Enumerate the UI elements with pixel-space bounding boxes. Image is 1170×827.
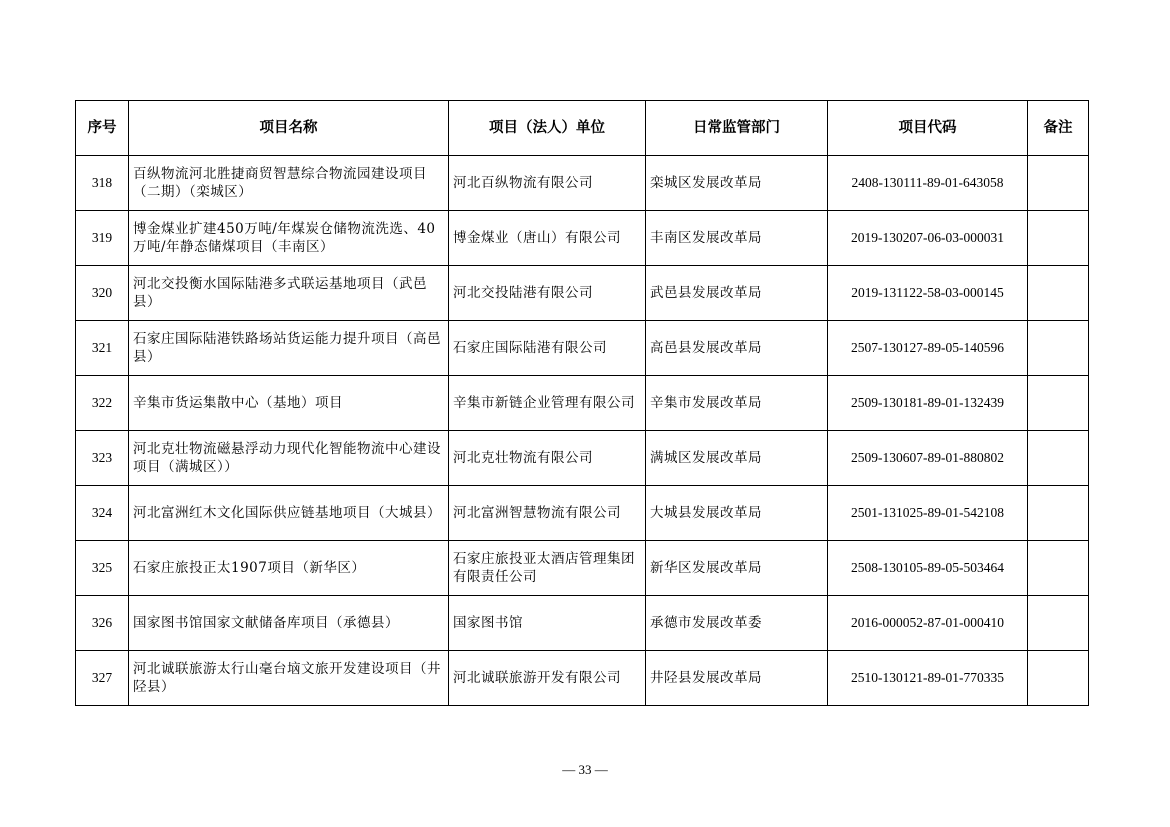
table-row — [76, 431, 1089, 486]
cell-legal-unit: 辛集市新链企业管理有限公司 — [449, 376, 646, 431]
cell-project-name: 河北克壮物流磁悬浮动力现代化智能物流中心建设项目（满城区）） — [129, 431, 449, 486]
table-row — [76, 376, 1089, 431]
cell-legal-unit: 河北百纵物流有限公司 — [449, 156, 646, 211]
cell-supervising-dept: 满城区发展改革局 — [646, 431, 828, 486]
cell-supervising-dept: 新华区发展改革局 — [646, 541, 828, 596]
header-project-name: 项目名称 — [129, 101, 449, 156]
cell-project-name: 辛集市货运集散中心（基地）项目 — [129, 376, 449, 431]
cell-project-code: 2509-130181-89-01-132439 — [828, 376, 1028, 431]
table-row — [76, 596, 1089, 651]
cell-remarks — [1028, 321, 1089, 376]
cell-remarks — [1028, 596, 1089, 651]
cell-serial: 321 — [76, 321, 129, 376]
cell-project-code: 2510-130121-89-01-770335 — [828, 651, 1028, 706]
header-supervising-dept: 日常监管部门 — [646, 101, 828, 156]
cell-legal-unit: 石家庄旅投亚太酒店管理集团有限责任公司 — [449, 541, 646, 596]
cell-project-code: 2019-130207-06-03-000031 — [828, 211, 1028, 266]
cell-supervising-dept: 承德市发展改革委 — [646, 596, 828, 651]
cell-supervising-dept: 井陉县发展改革局 — [646, 651, 828, 706]
header-legal-unit: 项目（法人）单位 — [449, 101, 646, 156]
cell-project-name: 石家庄旅投正太1907项目（新华区） — [129, 541, 449, 596]
table-row — [76, 321, 1089, 376]
cell-supervising-dept: 丰南区发展改革局 — [646, 211, 828, 266]
cell-remarks — [1028, 156, 1089, 211]
cell-legal-unit: 国家图书馆 — [449, 596, 646, 651]
cell-serial: 324 — [76, 486, 129, 541]
cell-legal-unit: 河北克壮物流有限公司 — [449, 431, 646, 486]
cell-serial: 326 — [76, 596, 129, 651]
cell-supervising-dept: 栾城区发展改革局 — [646, 156, 828, 211]
table-row — [76, 156, 1089, 211]
table-header-row — [76, 101, 1089, 156]
cell-serial: 327 — [76, 651, 129, 706]
header-project-code: 项目代码 — [828, 101, 1028, 156]
table-row — [76, 541, 1089, 596]
cell-remarks — [1028, 651, 1089, 706]
cell-project-code: 2019-131122-58-03-000145 — [828, 266, 1028, 321]
cell-remarks — [1028, 266, 1089, 321]
cell-project-code: 2507-130127-89-05-140596 — [828, 321, 1028, 376]
cell-remarks — [1028, 211, 1089, 266]
cell-project-code: 2016-000052-87-01-000410 — [828, 596, 1028, 651]
cell-legal-unit: 河北交投陆港有限公司 — [449, 266, 646, 321]
cell-project-name: 河北诚联旅游太行山毫台垴文旅开发建设项目（井陉县） — [129, 651, 449, 706]
table-row — [76, 486, 1089, 541]
table-row — [76, 651, 1089, 706]
cell-supervising-dept: 高邑县发展改革局 — [646, 321, 828, 376]
cell-serial: 319 — [76, 211, 129, 266]
cell-serial: 322 — [76, 376, 129, 431]
cell-project-name: 石家庄国际陆港铁路场站货运能力提升项目（高邑县） — [129, 321, 449, 376]
cell-serial: 318 — [76, 156, 129, 211]
cell-serial: 325 — [76, 541, 129, 596]
cell-supervising-dept: 武邑县发展改革局 — [646, 266, 828, 321]
header-remarks: 备注 — [1028, 101, 1089, 156]
cell-legal-unit: 河北诚联旅游开发有限公司 — [449, 651, 646, 706]
cell-project-name: 河北富洲红木文化国际供应链基地项目（大城县） — [129, 486, 449, 541]
cell-project-code: 2501-131025-89-01-542108 — [828, 486, 1028, 541]
cell-legal-unit: 河北富洲智慧物流有限公司 — [449, 486, 646, 541]
cell-project-name: 百纵物流河北胜捷商贸智慧综合物流园建设项目（二期）（栾城区） — [129, 156, 449, 211]
table-row — [76, 266, 1089, 321]
page-number: — 33 — — [562, 762, 608, 777]
table-row — [76, 211, 1089, 266]
cell-supervising-dept: 大城县发展改革局 — [646, 486, 828, 541]
cell-remarks — [1028, 486, 1089, 541]
cell-remarks — [1028, 431, 1089, 486]
cell-serial: 320 — [76, 266, 129, 321]
header-serial: 序号 — [76, 101, 129, 156]
project-table — [75, 100, 1089, 706]
cell-legal-unit: 石家庄国际陆港有限公司 — [449, 321, 646, 376]
cell-remarks — [1028, 376, 1089, 431]
cell-serial: 323 — [76, 431, 129, 486]
cell-project-name: 国家图书馆国家文献储备库项目（承德县） — [129, 596, 449, 651]
cell-project-code: 2408-130111-89-01-643058 — [828, 156, 1028, 211]
cell-remarks — [1028, 541, 1089, 596]
cell-supervising-dept: 辛集市发展改革局 — [646, 376, 828, 431]
cell-legal-unit: 博金煤业（唐山）有限公司 — [449, 211, 646, 266]
cell-project-name: 博金煤业扩建450万吨/年煤炭仓储物流洗选、40万吨/年静态储煤项目（丰南区） — [129, 211, 449, 266]
cell-project-code: 2508-130105-89-05-503464 — [828, 541, 1028, 596]
cell-project-code: 2509-130607-89-01-880802 — [828, 431, 1028, 486]
cell-project-name: 河北交投衡水国际陆港多式联运基地项目（武邑县） — [129, 266, 449, 321]
